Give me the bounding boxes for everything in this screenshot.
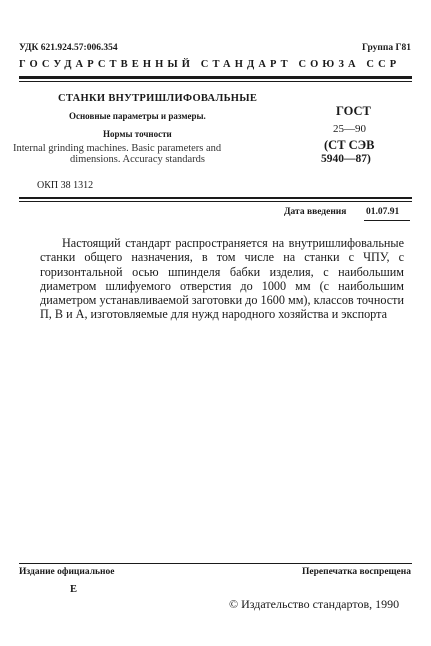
copyright-line: © Издательство стандартов, 1990 bbox=[229, 597, 400, 611]
standard-banner: ГОСУДАРСТВЕННЫЙ СТАНДАРТ СОЮЗА ССР bbox=[19, 59, 401, 70]
scope-paragraph: Настоящий стандарт распространяется на внутришлифовальные станки общего назначения, в том числе на станки с ЧПУ, с горизонтальной осью шпинделя бабки изделия, с наибольшим диаметром шлифуемого отверстия до 1000 мм (с наибольшим диаметром устанавливаемой заготовки до 1600 мм), классов точности П, В и А, изготовляемые для нужд народного хозяйства и экспорта bbox=[40, 236, 404, 322]
okp-rule-thin bbox=[19, 201, 412, 202]
gost-number: 25—90 bbox=[333, 123, 366, 135]
edition-letter: E bbox=[70, 584, 78, 595]
document-subtitle-2: Нормы точности bbox=[103, 129, 172, 139]
english-title-2: dimensions. Accuracy standards bbox=[70, 154, 206, 165]
header-rule-thick bbox=[19, 76, 412, 79]
document-subtitle-1: Основные параметры и размеры. bbox=[69, 111, 206, 121]
footer-rule bbox=[19, 563, 412, 564]
udc-code: УДК 621.924.57:006.354 bbox=[19, 43, 118, 53]
intro-date-underline bbox=[364, 220, 410, 221]
header-rule-thin bbox=[19, 81, 412, 82]
intro-date-label: Дата введения bbox=[284, 207, 347, 217]
cmea-ref-2: 5940—87) bbox=[321, 153, 371, 165]
reprint-prohibited-label: Перепечатка воспрещена bbox=[301, 567, 411, 577]
group-code: Группа Г81 bbox=[362, 43, 411, 53]
okp-rule-thick bbox=[19, 197, 412, 199]
gost-label: ГОСТ bbox=[336, 104, 371, 118]
intro-date-value: 01.07.91 bbox=[366, 207, 400, 217]
cmea-ref-1: (СТ СЭВ bbox=[324, 138, 375, 152]
official-edition-label: Издание официальное bbox=[19, 567, 115, 577]
english-title-1: Internal grinding machines. Basic parameters and bbox=[13, 143, 222, 154]
okp-code: ОКП 38 1312 bbox=[37, 180, 94, 191]
document-title: СТАНКИ ВНУТРИШЛИФОВАЛЬНЫЕ bbox=[58, 93, 258, 104]
